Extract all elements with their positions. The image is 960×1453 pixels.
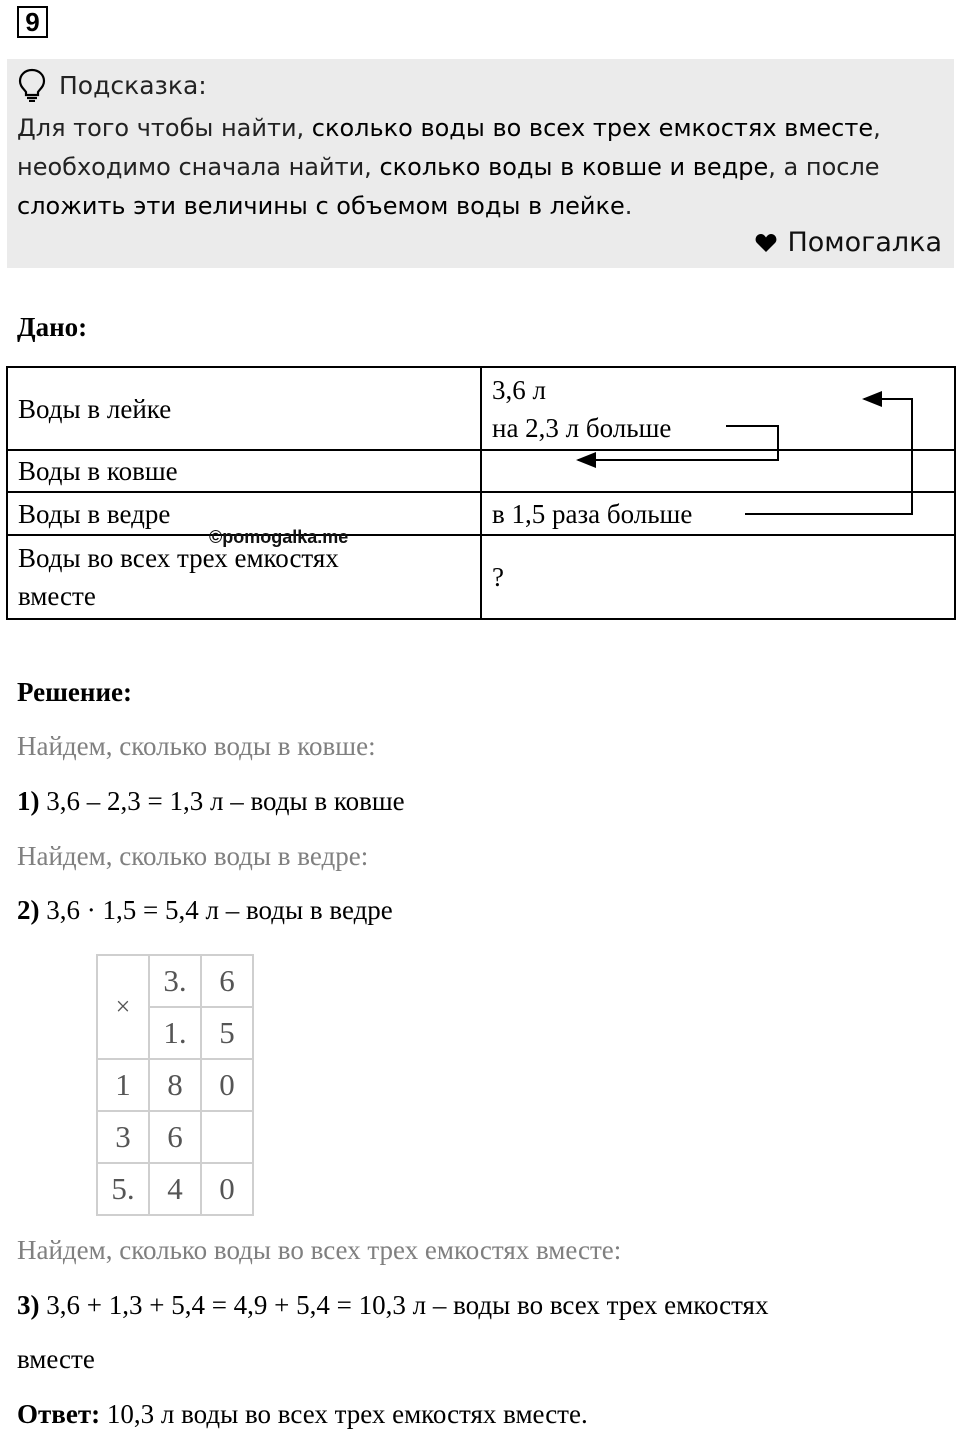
multiplication-column [96,954,254,1216]
mult-row [97,955,253,1007]
label-text: вместе [18,581,96,611]
value-text: 3,6 л [492,374,546,405]
digit-cell: 6 [201,955,253,1007]
digit-cell: 5 [201,1007,253,1059]
digit-cell: 3 [97,1111,149,1163]
table-row [7,535,955,619]
hint-text-part: необходимо сначала найти, [17,153,380,181]
lightbulb-icon [17,68,47,102]
row-value [481,367,955,450]
step3-continuation: вместе [17,1344,95,1374]
step-text: 3,6 + 1,3 + 5,4 = 4,9 + 5,4 = 10,3 л – воды во всех трех емкостях [39,1290,769,1320]
mult-row [97,1059,253,1111]
answer-text: 10,3 л воды во всех трех емкостях вместе. [100,1399,588,1429]
table-row [7,450,955,492]
hint-text-part: , а после [768,153,880,181]
hint-text-part: , [873,114,881,142]
row-value: ? [481,535,955,619]
digit-cell: 0 [201,1163,253,1215]
digit-cell: 8 [149,1059,201,1111]
digit-cell: 3. [149,955,201,1007]
hint-box [7,59,954,268]
step-number: 2) [17,895,40,925]
step-text: 3,6 · 1,5 = 5,4 л – воды в ведре [39,895,393,925]
multiply-sign: × [97,955,149,1059]
hint-emphasis: сколько воды во всех трех емкостях вместе [311,114,874,142]
step1 [17,786,405,817]
hint-emphasis: сложить эти величины с объемом воды в лейке [17,192,625,220]
row-label: Воды в ведре [7,492,481,535]
digit-cell: 4 [149,1163,201,1215]
hint-text-part: . [624,192,633,220]
digit-cell: 0 [201,1059,253,1111]
step2-hint: Найдем, сколько воды в ведре: [17,841,369,871]
brand-name: Помогалка [787,227,942,258]
mult-row [97,1111,253,1163]
heart-icon [755,233,777,253]
mult-row [97,1163,253,1215]
row-value [481,450,955,492]
brand-label[interactable] [755,227,942,258]
answer [17,1399,588,1430]
hint-title: Подсказка: [59,70,207,100]
answer-label: Ответ: [17,1399,101,1429]
hint-text-part: Для того чтобы найти, [17,114,312,142]
digit-cell: 6 [149,1111,201,1163]
task-number: 9 [17,6,48,38]
hint-emphasis: сколько воды в ковше и ведре [379,153,769,181]
hint-text [17,109,937,226]
given-table [6,366,956,620]
digit-cell: 5. [97,1163,149,1215]
watermark: ©pomogalka.me [209,527,349,547]
digit-cell: 1. [149,1007,201,1059]
step2 [17,895,393,926]
label-text: Воды во всех трех емкостях [18,543,339,573]
table-row [7,367,955,450]
row-label: Воды в ковше [7,450,481,492]
step-number: 1) [17,786,40,816]
step3-hint: Найдем, сколько воды во всех трех емкостях вместе: [17,1235,622,1265]
row-label: Воды в лейке [7,367,481,450]
hint-header [17,67,207,103]
digit-cell [201,1111,253,1163]
step-number: 3) [17,1290,40,1320]
table-row [7,492,955,535]
value-text: на 2,3 л больше [492,412,672,443]
solution-heading: Решение: [17,677,132,707]
step3 [17,1290,768,1321]
row-value: в 1,5 раза больше [481,492,955,535]
step-text: 3,6 – 2,3 = 1,3 л – воды в ковше [39,786,405,816]
given-heading: Дано: [17,312,88,342]
step1-hint: Найдем, сколько воды в ковше: [17,731,376,761]
digit-cell: 1 [97,1059,149,1111]
